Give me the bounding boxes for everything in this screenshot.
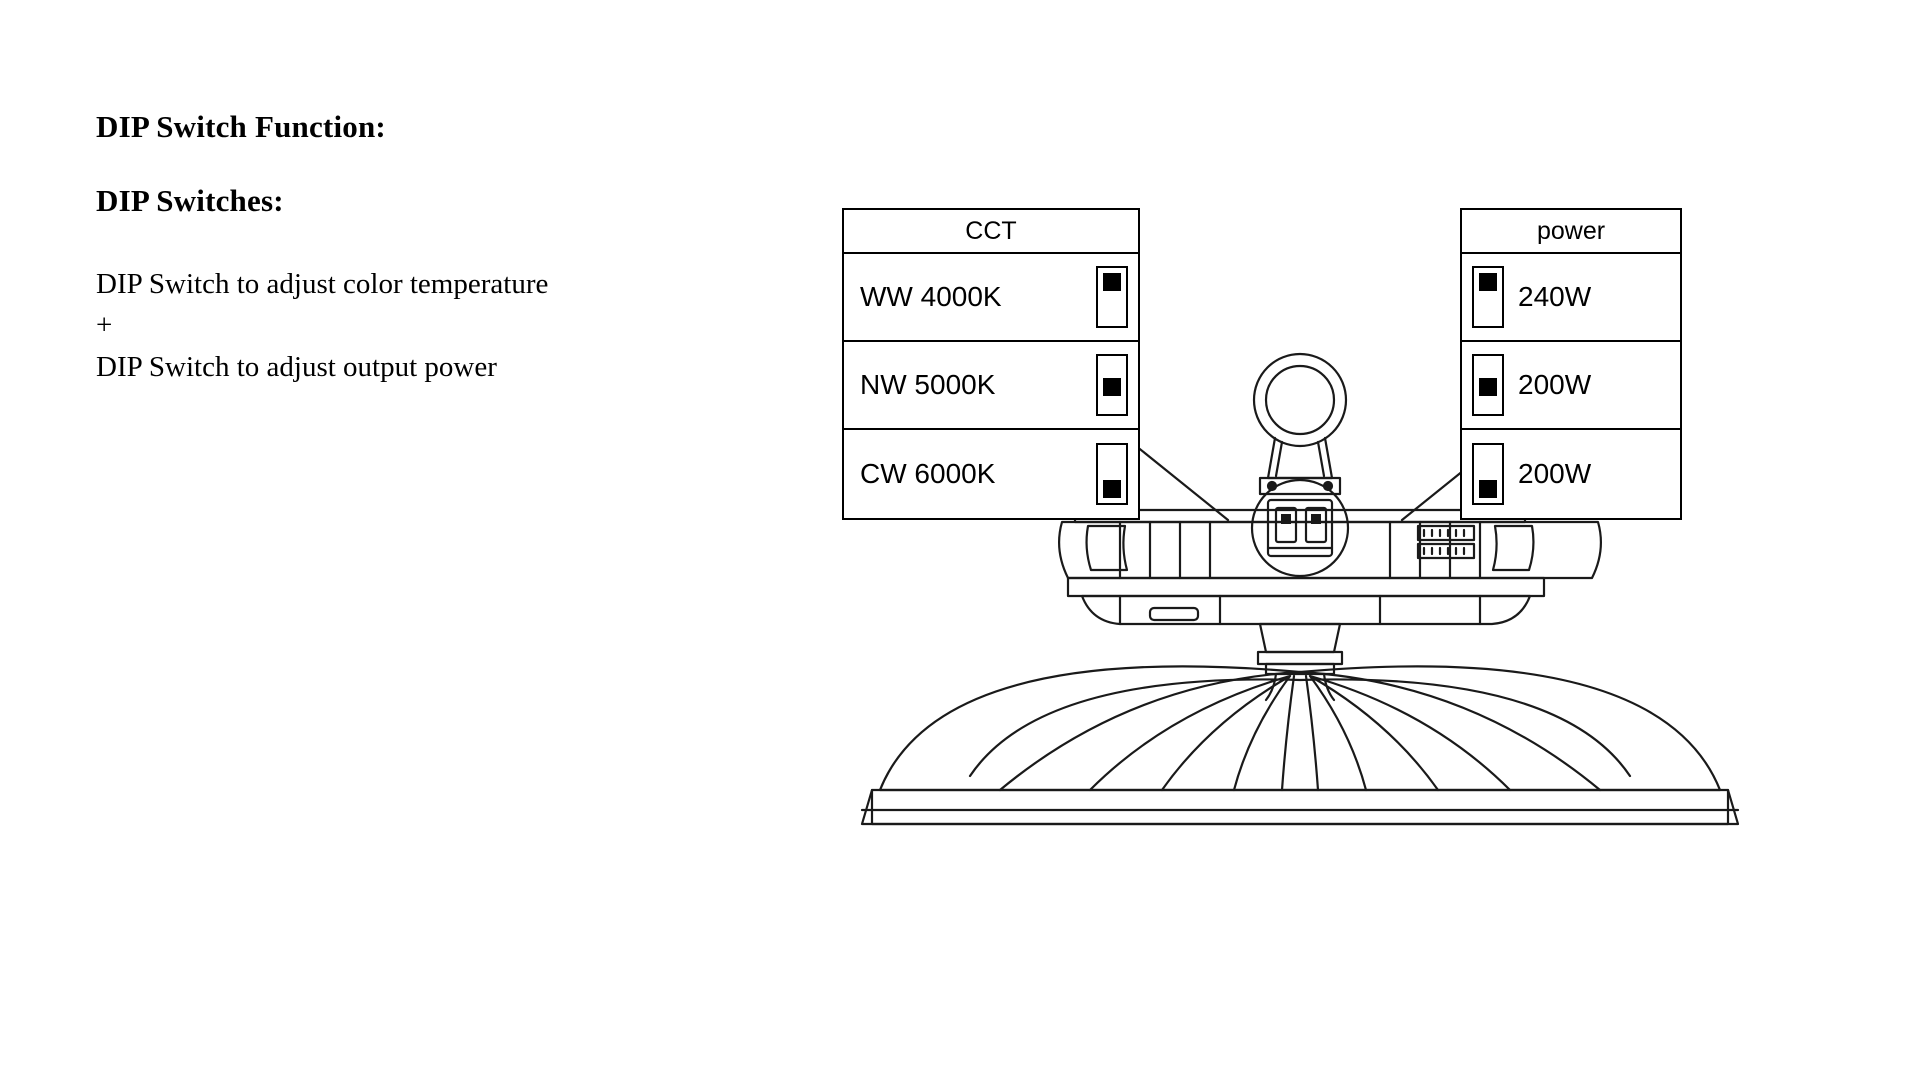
dip-switch-icon[interactable] <box>1096 266 1128 328</box>
cct-table <box>842 208 1140 520</box>
table-row[interactable] <box>1462 254 1680 342</box>
table-row[interactable] <box>1462 430 1680 518</box>
cct-row-0-label: WW 4000K <box>860 281 1002 312</box>
dip-switch-icon[interactable] <box>1096 443 1128 505</box>
table-row[interactable] <box>844 342 1138 430</box>
cct-table-header: CCT <box>844 210 1138 254</box>
dip-switch-icon[interactable] <box>1472 266 1504 328</box>
dip-switch-icon[interactable] <box>1096 354 1128 416</box>
power-table <box>1460 208 1682 520</box>
dip-switch-icon[interactable] <box>1472 443 1504 505</box>
power-table-header: power <box>1462 210 1680 254</box>
page-title: DIP Switch Function: <box>96 109 386 144</box>
section-subtitle: DIP Switches: <box>96 183 284 219</box>
power-row-2-label: 200W <box>1518 458 1592 489</box>
power-row-1-label: 200W <box>1518 369 1592 400</box>
body-line-2: + <box>96 309 113 342</box>
table-row[interactable] <box>844 254 1138 342</box>
table-row[interactable] <box>844 430 1138 518</box>
text-block <box>96 110 816 388</box>
table-row[interactable] <box>1462 342 1680 430</box>
dip-switch-diagram <box>820 190 1840 870</box>
body-line-3: DIP Switch to adjust output power <box>96 350 497 383</box>
cct-row-2-label: CW 6000K <box>860 458 996 489</box>
cct-row-1-label: NW 5000K <box>860 369 996 400</box>
power-row-0-label: 240W <box>1518 281 1592 312</box>
dip-switch-icon[interactable] <box>1472 354 1504 416</box>
body-line-1: DIP Switch to adjust color temperature <box>96 268 549 301</box>
